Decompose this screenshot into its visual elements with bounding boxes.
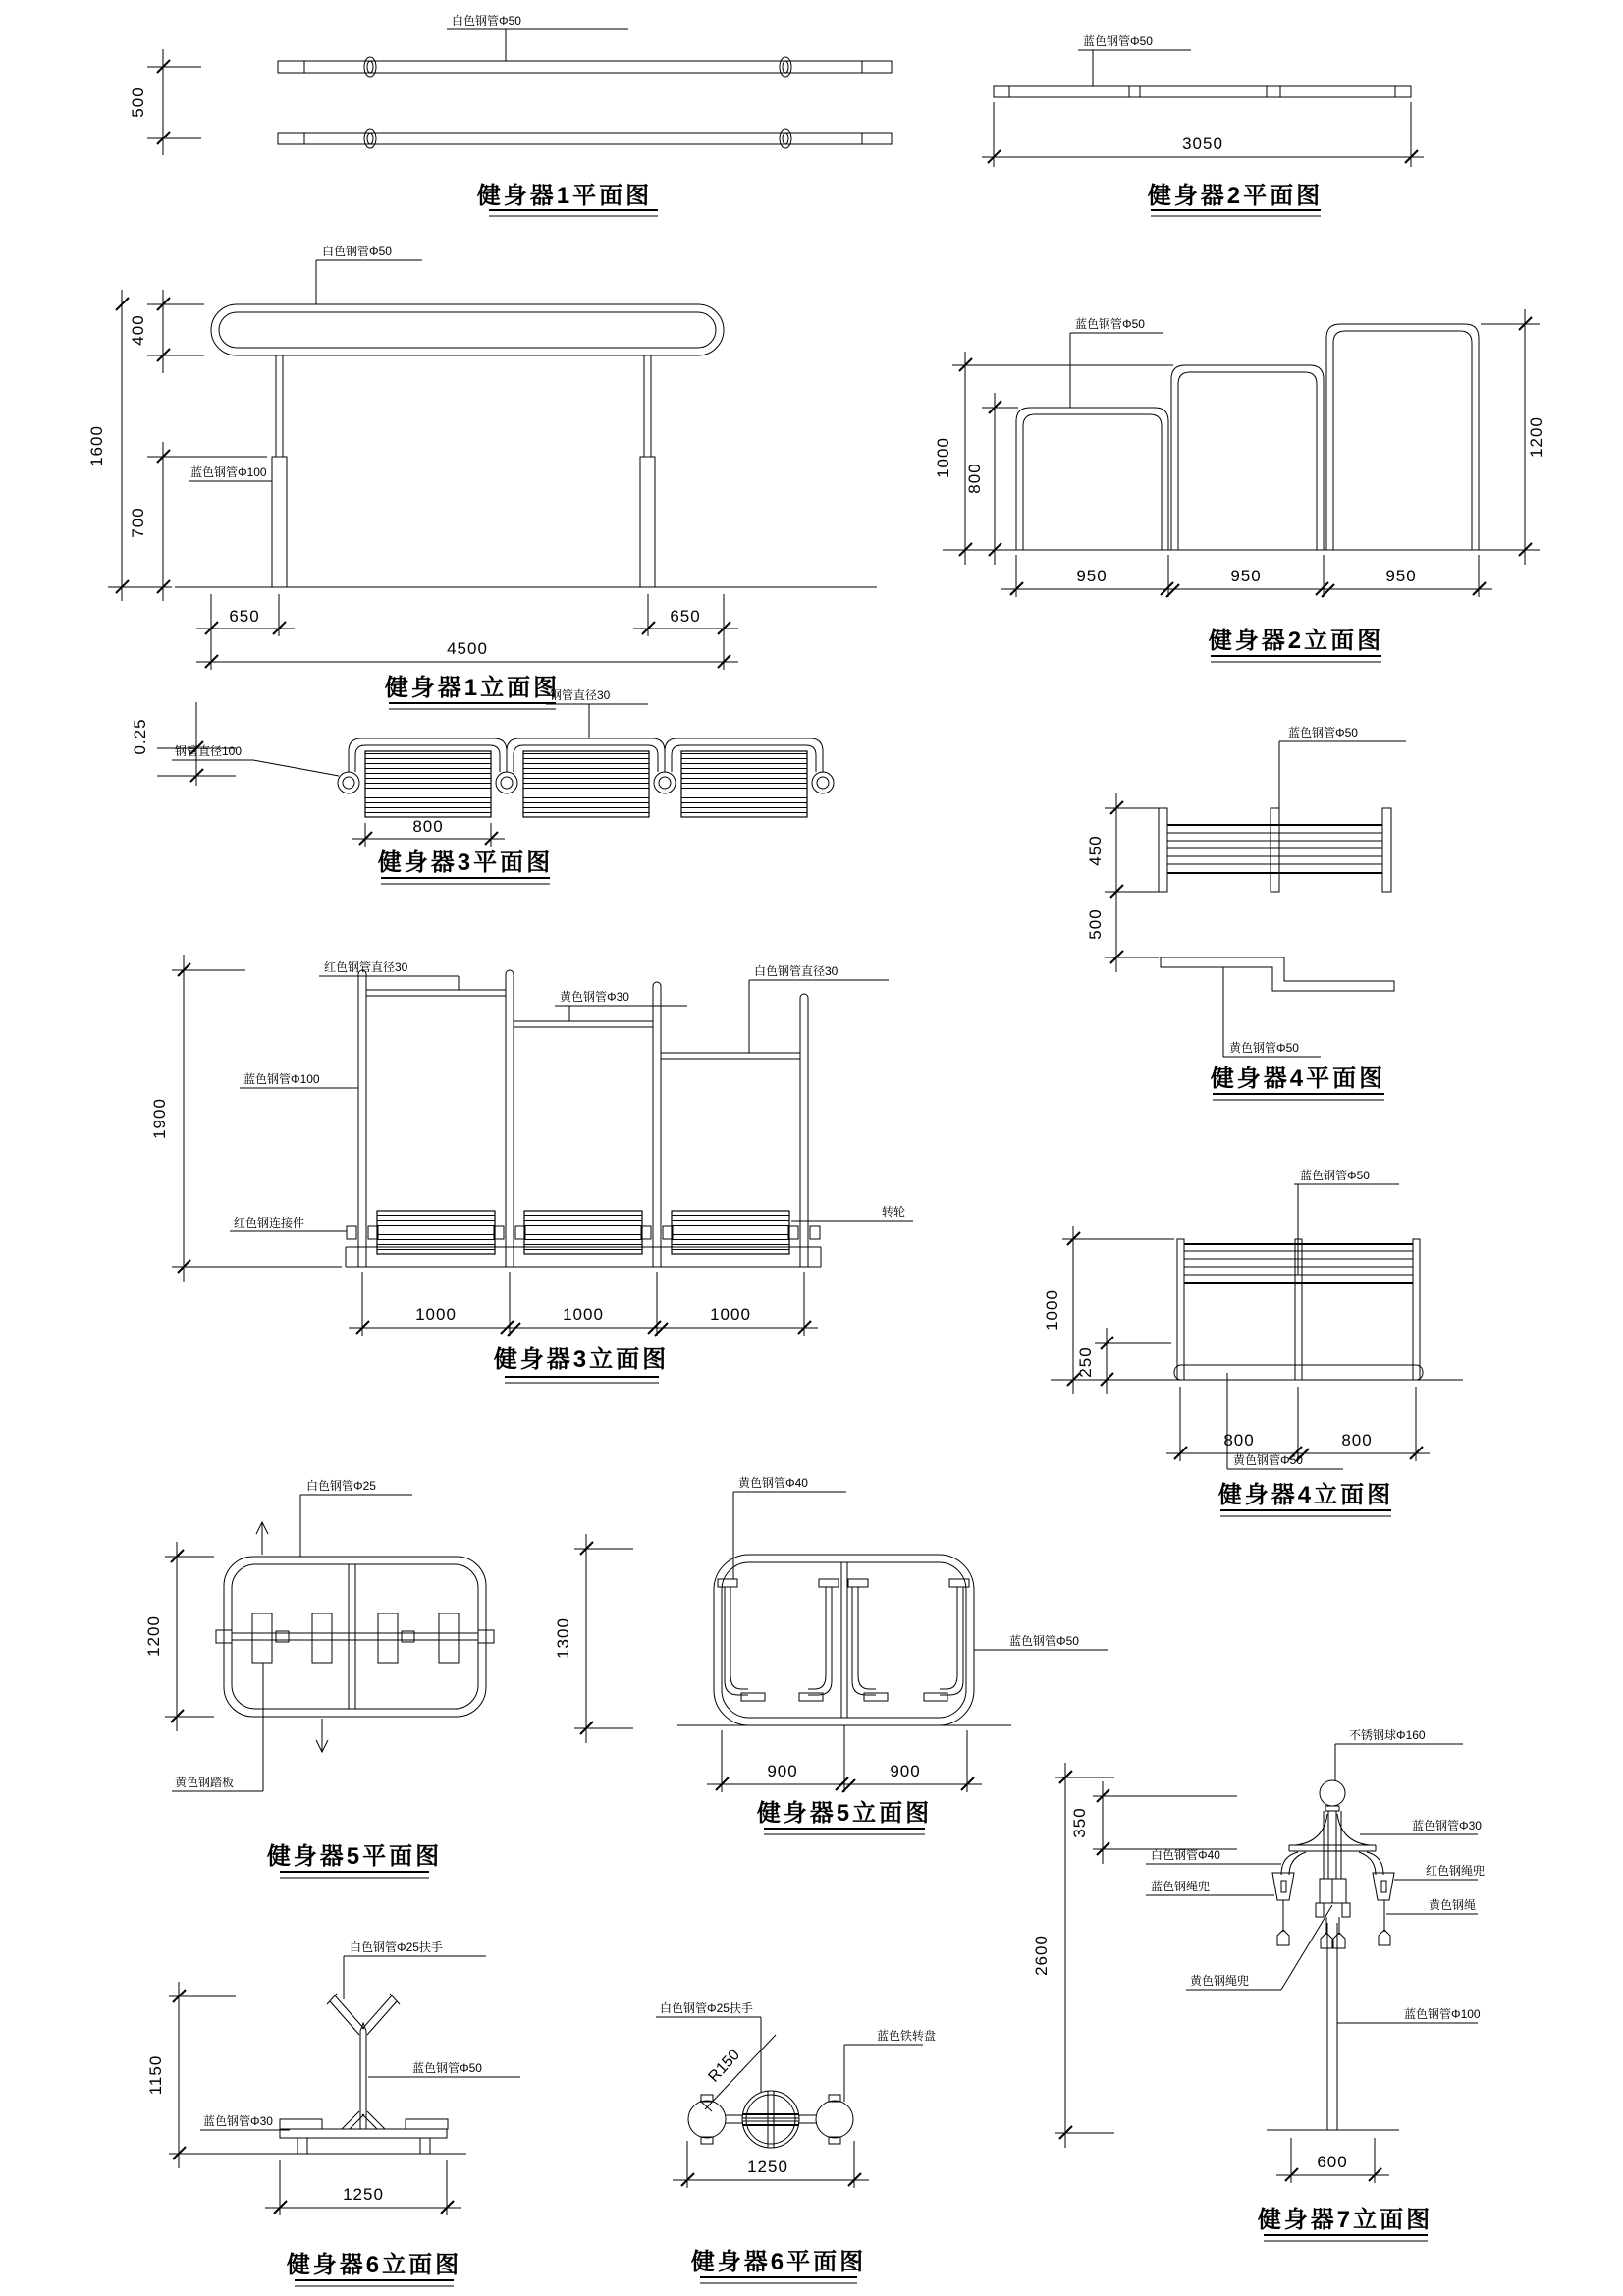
eq5-elev-frame	[714, 1555, 974, 1725]
eq5-plan-pedal-label: 黄色钢踏板	[175, 1776, 235, 1789]
eq1-elev-view	[87, 245, 877, 709]
eq3-elev-dim-w1: 1000	[415, 1305, 457, 1324]
eq7-blue-pocket-label: 蓝色钢绳兜	[1151, 1880, 1211, 1893]
eq3-plan-pipe30-label: 钢管直径30	[550, 688, 611, 702]
eq4-elev-dim-w2: 800	[1341, 1431, 1373, 1449]
eq2-elev-dim-w1: 950	[1076, 567, 1108, 585]
eq7-yellow-rope-label: 黄色钢绳	[1429, 1898, 1477, 1912]
eq2-elev-bottom-dims	[1001, 555, 1492, 597]
eq3-plan-dim-w: 800	[412, 817, 444, 836]
eq3-elev-white-label: 白色钢管直径30	[754, 964, 839, 978]
eq1-elev-dim-total: 1600	[87, 425, 106, 466]
eq5-elev-hangers	[718, 1579, 969, 1701]
eq1-elev-dim-right: 650	[670, 607, 701, 626]
eq4-plan-ladder	[1159, 808, 1391, 892]
eq1-plan-pipe-label: 白色钢管Φ50	[452, 14, 521, 27]
eq1-elev-dim-top: 400	[129, 314, 147, 346]
eq1-elev-dim-left: 650	[229, 607, 260, 626]
eq3-elev-view	[150, 955, 913, 1383]
eq3-plan-title: 健身器3平面图	[377, 849, 554, 876]
eq7-dim-top: 350	[1070, 1807, 1089, 1838]
eq3-plan-dim-800	[352, 817, 505, 847]
eq7-elev-title: 健身器7立面图	[1257, 2207, 1434, 2233]
eq6-elev-dim-w	[265, 2160, 461, 2215]
eq2-elev-frames	[1016, 324, 1479, 550]
eq5-elev-dim-w2: 900	[890, 1762, 921, 1780]
eq3-elev-yellow-label: 黄色钢管Φ30	[560, 990, 629, 1004]
eq3-elev-rollers	[347, 1211, 820, 1254]
eq4-plan-dim-h1: 450	[1086, 835, 1105, 866]
eq2-plan-dim-3050	[982, 102, 1424, 167]
eq6-elev-dim-h	[146, 1982, 252, 2168]
eq3-elev-bottom-dims	[349, 1272, 818, 1336]
eq2-plan-pipe-label: 蓝色钢管Φ50	[1083, 34, 1153, 48]
eq5-elev-dim-h-text: 1300	[554, 1617, 572, 1659]
eq4-plan-step-bar	[1161, 957, 1394, 991]
eq2-elev-dim-h2: 800	[965, 463, 984, 494]
eq3-elev-connector-label: 红色钢连接件	[234, 1216, 305, 1230]
eq3-elev-red-label: 红色钢管直径30	[324, 960, 408, 974]
eq4-plan-dim-h2: 500	[1086, 908, 1105, 940]
eq1-elev-post-label: 蓝色钢管Φ100	[190, 465, 267, 479]
eq6-elev-title: 健身器6立面图	[286, 2252, 462, 2278]
eq6-elev-dim-h-text: 1150	[146, 2054, 165, 2096]
eq5-plan-title: 健身器5平面图	[266, 1843, 443, 1870]
eq5-elev-blue-label: 蓝色钢管Φ50	[1009, 1634, 1079, 1648]
eq5-plan-dim-h-text: 1200	[144, 1615, 163, 1657]
eq1-plan-title: 健身器1平面图	[476, 183, 653, 209]
eq3-plan-view	[131, 687, 834, 884]
eq3-elev-dim-h	[150, 955, 342, 1282]
eq2-elev-left-dims	[934, 352, 1173, 565]
eq5-elev-bottom-dims	[707, 1725, 982, 1792]
eq7-elev-structure	[1267, 1780, 1399, 2130]
eq3-plan-rollers	[338, 738, 834, 817]
eq1-elev-left-dims	[87, 290, 267, 601]
eq2-elev-dim-h1: 1000	[934, 437, 952, 478]
eq2-elev-dim-w3: 950	[1385, 567, 1417, 585]
eq4-plan-title: 健身器4平面图	[1210, 1066, 1386, 1092]
eq2-elev-view	[934, 309, 1545, 662]
eq6-plan-view	[656, 2000, 936, 2283]
eq4-elev-bottom-dims	[1166, 1387, 1430, 1461]
eq2-elev-pipe-label: 蓝色钢管Φ50	[1075, 317, 1145, 331]
eq7-yellow-pocket-label: 黄色钢绳兜	[1190, 1974, 1250, 1988]
eq1-elev-top-bar	[211, 304, 724, 355]
eq1-elev-title: 健身器1立面图	[384, 675, 561, 701]
eq1-plan-dim-500	[129, 49, 201, 155]
eq2-elev-leader	[1070, 316, 1163, 408]
eq6-elev-post	[327, 1994, 400, 2129]
eq2-elev-dim-w2: 950	[1230, 567, 1262, 585]
eq3-elev-dim-h-text: 1900	[150, 1098, 169, 1139]
eq2-plan-leader	[1078, 33, 1191, 86]
eq5-plan-view	[144, 1479, 494, 1878]
eq4-plan-blue-label: 蓝色钢管Φ50	[1288, 726, 1358, 739]
eq6-elev-dim-w-text: 1250	[343, 2185, 384, 2204]
eq6-elev-base	[252, 2119, 466, 2154]
eq7-elev-leaders	[1146, 1727, 1485, 2023]
eq2-elev-title: 健身器2立面图	[1208, 628, 1384, 654]
eq1-plan-leader	[447, 14, 628, 61]
eq5-plan-pipe-label: 白色钢管Φ25	[306, 1479, 376, 1493]
eq1-plan-bars	[278, 57, 892, 148]
eq5-elev-title: 健身器5立面图	[756, 1800, 933, 1827]
eq7-blue30-label: 蓝色钢管Φ30	[1412, 1819, 1482, 1832]
eq5-elev-dim-h	[554, 1534, 633, 1743]
eq4-elev-leaders	[1227, 1168, 1399, 1469]
eq3-plan-gap-text: 0.25	[131, 718, 149, 755]
eq6-elev-pipe30-label: 蓝色钢管Φ30	[203, 2114, 273, 2128]
eq6-elev-post-label: 蓝色钢管Φ50	[412, 2061, 482, 2075]
eq6-plan-dim-w-text: 1250	[747, 2158, 788, 2176]
eq6-plan-radius-label: R150	[705, 2047, 743, 2086]
eq6-plan-title: 健身器6平面图	[690, 2249, 867, 2275]
eq5-plan-frame	[216, 1557, 494, 1717]
eq2-elev-dim-h3: 1200	[1527, 416, 1545, 458]
eq6-plan-turntable-label: 蓝色铁转盘	[877, 2029, 937, 2043]
eq5-elev-view	[554, 1476, 1108, 1834]
eq7-post-label: 蓝色钢管Φ100	[1404, 2007, 1481, 2021]
eq3-elev-blue-label: 蓝色钢管Φ100	[243, 1072, 320, 1086]
eq2-elev-right-dim	[1481, 309, 1545, 565]
eq4-plan-dims	[1086, 793, 1159, 972]
eq7-ball-label: 不锈钢球Φ160	[1349, 1728, 1426, 1742]
eq7-dim-total: 2600	[1032, 1935, 1051, 1976]
eq7-elev-dims	[1032, 1763, 1389, 2183]
eq1-elev-dim-span: 4500	[447, 639, 488, 658]
eq6-plan-wheels	[688, 2091, 853, 2148]
eq1-plan-dim-height: 500	[129, 86, 147, 118]
eq1-elev-leaders	[189, 245, 422, 481]
eq3-elev-title: 健身器3立面图	[493, 1346, 670, 1373]
eq5-elev-dim-w1: 900	[767, 1762, 798, 1780]
eq4-elev-dim-h2: 250	[1076, 1346, 1095, 1378]
eq4-elev-dim-h1: 1000	[1043, 1289, 1061, 1331]
eq5-elev-yellow-label: 黄色钢管Φ40	[738, 1476, 808, 1490]
eq7-dim-w: 600	[1317, 2153, 1348, 2171]
eq1-elev-posts	[272, 355, 655, 587]
eq6-elev-view	[146, 1940, 520, 2286]
eq4-elev-view	[1043, 1168, 1463, 1516]
eq6-plan-leaders	[656, 2000, 936, 2111]
eq1-elev-dim-bottom: 700	[129, 507, 147, 538]
eq7-white40-label: 白色钢管Φ40	[1151, 1848, 1220, 1862]
eq7-red-pocket-label: 红色钢绳兜	[1426, 1864, 1486, 1878]
eq3-elev-dim-w2: 1000	[563, 1305, 604, 1324]
eq4-elev-dim-w1: 800	[1223, 1431, 1255, 1449]
eq1-plan-view	[129, 14, 892, 216]
eq4-elev-yellow-label: 黄色钢管Φ50	[1233, 1453, 1303, 1467]
eq5-plan-leaders	[172, 1479, 412, 1791]
eq4-elev-left-dims	[1043, 1226, 1174, 1394]
eq4-elev-blue-label: 蓝色钢管Φ50	[1300, 1169, 1370, 1182]
eq3-elev-wheel-label: 转轮	[882, 1205, 906, 1219]
eq2-plan-dim-width: 3050	[1182, 135, 1223, 153]
eq3-elev-leaders	[230, 959, 913, 1231]
eq2-plan-bar	[994, 86, 1411, 97]
eq5-plan-dim-h	[144, 1542, 214, 1731]
eq1-elev-top-pipe-label: 白色钢管Φ50	[322, 245, 392, 258]
eq6-plan-handle-label: 白色钢管Φ25扶手	[660, 2001, 753, 2015]
eq3-plan-pipe100-label: 钢管直径100	[175, 744, 243, 758]
eq2-plan-title: 健身器2平面图	[1147, 183, 1324, 209]
eq4-elev-title: 健身器4立面图	[1217, 1482, 1394, 1508]
eq6-elev-handle-label: 白色钢管Φ25扶手	[350, 1941, 443, 1954]
eq4-plan-yellow-label: 黄色钢管Φ50	[1229, 1041, 1299, 1055]
eq4-plan-leaders	[1223, 725, 1406, 1057]
eq7-elev-view	[1032, 1727, 1485, 2241]
eq4-plan-view	[1086, 725, 1406, 1100]
eq3-elev-dim-w3: 1000	[710, 1305, 751, 1324]
eq1-elev-bottom-dims	[196, 594, 738, 670]
eq2-plan-view	[982, 33, 1424, 216]
